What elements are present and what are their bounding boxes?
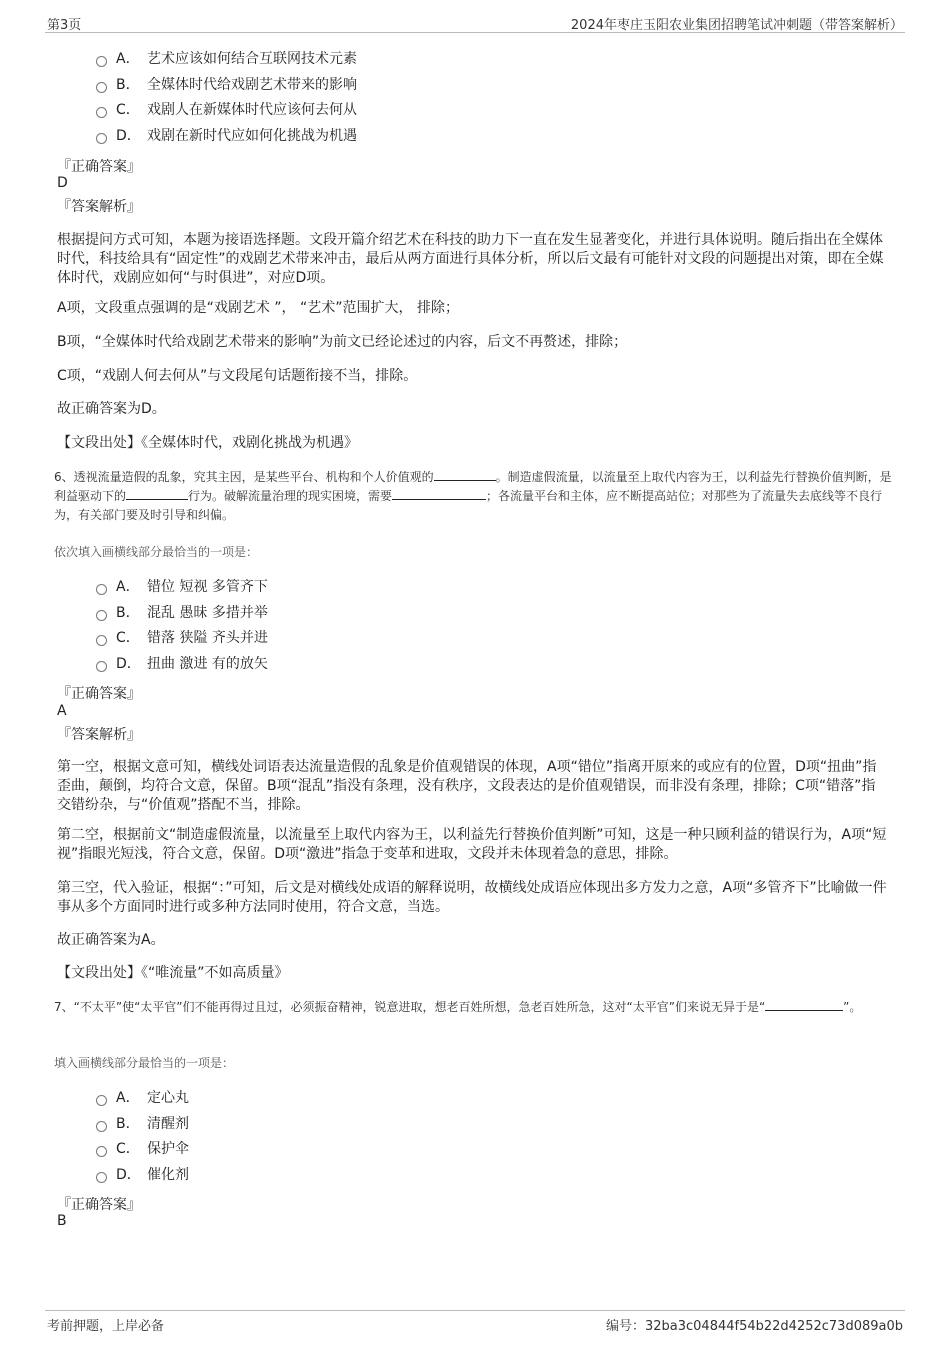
answer-label: 『正确答案』 (57, 159, 141, 175)
question-prompt: 填入画横线部分最恰当的一项是： (54, 1056, 235, 1070)
analysis-paragraph: 根据提问方式可知，本题为接语选择题。文段开篇介绍艺术在科技的助力下一直在发生显著变化，并进行具体说明。随后指出在全媒体时代，科技给具有“固定性”的戏剧艺术带来冲击，最后从两方面进行具体分析，所以后文最有可能针对文段的问题提出对策，即在全媒体时代，戏剧应如何“与时俱进”，对应D项。 (57, 232, 884, 286)
fill-blank (765, 998, 843, 1011)
q5-option-d[interactable]: D． 戏剧在新时代应如何化挑战为机遇 (96, 125, 357, 147)
radio-icon[interactable] (96, 1146, 107, 1157)
analysis-label: 『答案解析』 (57, 199, 141, 215)
source-citation: 【文段出处】《“唯流量”不如高质量》 (57, 965, 289, 981)
radio-icon[interactable] (96, 584, 107, 595)
q6-option-a[interactable]: A． 错位 短视 多管齐下 (96, 576, 268, 598)
q5-option-c[interactable]: C． 戏剧人在新媒体时代应该何去何从 (96, 99, 357, 121)
analysis-paragraph: A项，文段重点强调的是“戏剧艺术 ”， “艺术”范围扩大， 排除； (57, 300, 459, 316)
radio-icon[interactable] (96, 1172, 107, 1183)
q7-option-c[interactable]: C． 保护伞 (96, 1138, 189, 1160)
q7-option-b[interactable]: B． 清醒剂 (96, 1113, 189, 1135)
q7-option-a[interactable]: A． 定心丸 (96, 1087, 189, 1109)
analysis-paragraph: 第一空，根据文意可知，横线处词语表达流量造假的乱象是价值观错误的体现，A项“错位”指离开原来的或应有的位置，D项“扭曲”指歪曲，颠倒，均符合文意，保留。B项“混乱”指没有条理，没有秩序，文段表达的是价值观错误，而非没有条理，排除；C项“错落”指交错纷杂，与“价值观”搭配不当，排除。 (57, 759, 877, 813)
document-code: 编号：32ba3c04844f54b22d4252c73d089a0b (605, 1319, 903, 1334)
question-stem: 7、“不太平”使“太平官”们不能再得过且过，必须振奋精神，锐意进取，想老百姓所想，急老百姓所急，这对“太平官”们来说无异于是“ ”。 (54, 1000, 862, 1014)
document-title: 2024年枣庄玉阳农业集团招聘笔试冲刺题（带答案解析） (570, 18, 903, 33)
q7-option-d[interactable]: D． 催化剂 (96, 1164, 189, 1186)
page-header (45, 12, 905, 33)
question-prompt: 依次填入画横线部分最恰当的一项是： (54, 545, 259, 559)
page-number: 第3页 (47, 18, 82, 33)
analysis-paragraph: B项，“全媒体时代给戏剧艺术带来的影响”为前文已经论述过的内容，后文不再赘述，排除； (57, 334, 628, 350)
fill-blank (434, 468, 496, 481)
radio-icon[interactable] (96, 133, 107, 144)
answer-value: D (57, 175, 68, 191)
q6-option-b[interactable]: B． 混乱 愚昧 多措并举 (96, 602, 268, 624)
analysis-conclusion: 故正确答案为A。 (57, 932, 165, 948)
q6-option-d[interactable]: D． 扭曲 激进 有的放矢 (96, 653, 268, 675)
answer-value: B (57, 1213, 67, 1229)
analysis-paragraph: 第三空，代入验证，根据“：”可知，后文是对横线处成语的解释说明，故横线处成语应体现出多方发力之意，A项“多管齐下”比喻做一件事从多个方面同时进行或多种方法同时使用，符合文意，当选。 (57, 880, 887, 915)
fill-blank (126, 487, 188, 500)
analysis-paragraph: C项，“戏剧人何去何从”与文段尾句话题衔接不当，排除。 (57, 368, 418, 384)
source-citation: 【文段出处】《全媒体时代，戏剧化挑战为机遇》 (57, 435, 358, 451)
radio-icon[interactable] (96, 1121, 107, 1132)
analysis-paragraph: 第二空，根据前文“制造虚假流量，以流量至上取代内容为王，以利益先行替换价值判断”可知，这是一种只顾利益的错误行为，A项“短视”指眼光短浅，符合文意，保留。D项“激进”指急于变革和进取，文段并未体现着急的意思，排除。 (57, 827, 887, 862)
analysis-conclusion: 故正确答案为D。 (57, 401, 166, 417)
answer-label: 『正确答案』 (57, 1197, 141, 1213)
radio-icon[interactable] (96, 82, 107, 93)
radio-icon[interactable] (96, 56, 107, 67)
radio-icon[interactable] (96, 635, 107, 646)
radio-icon[interactable] (96, 610, 107, 621)
answer-label: 『正确答案』 (57, 686, 141, 702)
fill-blank (392, 487, 486, 500)
page-footer (45, 1310, 905, 1333)
q5-option-a[interactable]: A． 艺术应该如何结合互联网技术元素 (96, 48, 357, 70)
question-stem: 6、透视流量造假的乱象，究其主因，是某些平台、机构和个人价值观的 。制造虚假流量，以流量至上取代内容为王，以利益先行替换价值判断，是利益驱动下的 行为。破解流量治理的现实困境，需要 ；各流量平台和主体，应不断提高站位；对那些为了流量失去底线等不良行为，有关部门要及时引导和纠偏。 (54, 470, 892, 522)
radio-icon[interactable] (96, 1095, 107, 1106)
radio-icon[interactable] (96, 107, 107, 118)
q5-option-b[interactable]: B． 全媒体时代给戏剧艺术带来的影响 (96, 74, 357, 96)
answer-value: A (57, 703, 67, 719)
q6-option-c[interactable]: C． 错落 狭隘 齐头并进 (96, 627, 268, 649)
analysis-label: 『答案解析』 (57, 727, 141, 743)
footer-slogan: 考前押题，上岸必备 (47, 1319, 165, 1334)
radio-icon[interactable] (96, 661, 107, 672)
